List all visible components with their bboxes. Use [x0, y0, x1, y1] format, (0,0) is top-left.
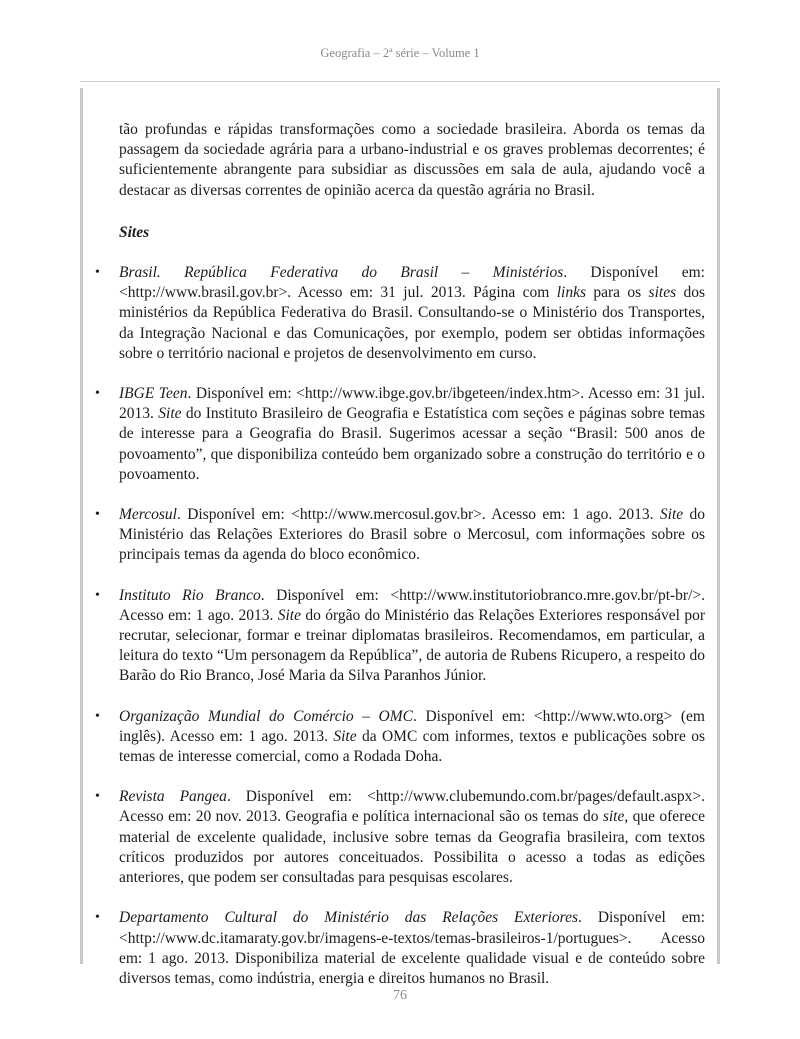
bullet-icon: •	[95, 789, 100, 805]
site-description: . Disponível em: <http://www.clubemundo.com.br/pages/default.aspx>. Acesso em: 20 nov. 2013. Geografia e política internacional são os temas do site, que oferece material de excelente qualidade, inclusive sobre temas da Geografia brasileira, com textos críticos produzidos por autores conceituados. Possibilita o acesso a todas as edições anteriores, que podem ser consultadas para pesquisas escolares.	[119, 788, 705, 887]
site-entry-text	[119, 908, 705, 989]
site-list-item	[95, 263, 706, 364]
section-heading-sites: Sites	[119, 223, 150, 241]
main-content	[95, 120, 706, 1009]
bullet-icon: •	[95, 708, 100, 724]
site-title: Instituto Rio Branco	[119, 586, 261, 604]
site-description: . Disponível em: <http://www.institutoriobranco.mre.gov.br/pt-br/>. Acesso em: 1 ago. 2013. Site do órgão do Ministério das Relações Exteriores responsável por recrutar, selecionar, formar e treinar diplomatas brasileiros. Recomendamos, em particular, a leitura do texto “Um personagem da República”, de autoria de Rubens Ricupero, a respeito do Barão do Rio Branco, José Maria da Silva Paranhos Júnior.	[119, 586, 706, 685]
site-list-item	[95, 384, 706, 485]
page-number: 76	[393, 988, 407, 1003]
site-entry-text	[119, 384, 705, 485]
site-list-item	[95, 707, 705, 768]
site-list-item	[95, 505, 705, 566]
site-title: IBGE Teen	[119, 385, 188, 403]
site-entry-text	[119, 505, 705, 566]
site-description: . Disponível em: <http://www.dc.itamaraty.gov.br/imagens-e-textos/temas-brasileiros-1/portugues>. Acesso em: 1 ago. 2013. Disponibiliza material de excelente qualidade visual e de conteúdo sobre diversos temas, como indústria, energia e direitos humanos no Brasil.	[119, 909, 705, 987]
sites-list	[95, 263, 706, 989]
site-title: Mercosul	[119, 506, 177, 524]
bullet-icon: •	[95, 386, 100, 402]
bullet-icon: •	[95, 507, 100, 523]
site-description: . Disponível em: <http://www.ibge.gov.br/ibgeteen/index.htm>. Acesso em: 31 jul. 2013. Site do Instituto Brasileiro de Geografia e Estatística com seções e páginas sobre temas de interesse para a Geografia do Brasil. Sugerimos acessar a seção “Brasil: 500 anos de povoamento”, que disponibiliza conteúdo bem organizado sobre a construção do território e o povoamento.	[119, 385, 706, 483]
header-rule	[80, 81, 720, 82]
right-frame-rule	[717, 88, 720, 964]
site-title: Revista Pangea	[119, 788, 227, 806]
site-description: . Disponível em: <http://www.wto.org> (em inglês). Acesso em: 1 ago. 2013. Site da OMC com informes, textos e publicações sobre os temas de interesse comercial, como a Rodada Doha.	[119, 707, 705, 766]
site-title: Departamento Cultural do Ministério das Relações Exteriores	[119, 909, 579, 927]
bullet-icon: •	[95, 910, 100, 926]
site-entry-text	[119, 707, 705, 768]
site-description: . Disponível em: <http://www.brasil.gov.br>. Acesso em: 31 jul. 2013. Página com links para os sites dos ministérios da República Federativa do Brasil. Consultando-se o Ministério dos Transportes, da Integração Nacional e das Comunicações, por exemplo, podem ser obtidas informações sobre o território nacional e projetos de desenvolvimento em curso.	[119, 264, 706, 362]
site-entry-text	[119, 263, 705, 364]
site-title: Brasil. República Federativa do Brasil – Ministérios	[119, 264, 564, 282]
bullet-icon: •	[95, 587, 100, 603]
site-entry-text	[119, 586, 705, 687]
left-frame-rule	[80, 88, 83, 964]
site-entry-text	[119, 787, 705, 888]
running-header: Geografia – 2ª série – Volume 1	[320, 46, 480, 60]
site-list-item	[95, 586, 706, 687]
bullet-icon: •	[95, 265, 100, 281]
intro-paragraph: tão profundas e rápidas transformações como a sociedade brasileira. Aborda os temas da passagem da sociedade agrária para a urbano-industrial e os graves problemas decorrentes; é suficientemente abrangente para subsidiar as discussões em sala de aula, ajudando você a destacar as diversas correntes de opinião acerca da questão agrária no Brasil.	[119, 121, 705, 199]
site-list-item	[95, 787, 705, 888]
site-list-item	[95, 908, 705, 989]
site-description: . Disponível em: <http://www.mercosul.gov.br>. Acesso em: 1 ago. 2013. Site do Ministério das Relações Exteriores do Brasil sobre o Mercosul, com informações sobre os principais temas da agenda do bloco econômico.	[119, 506, 705, 564]
site-title: Organização Mundial do Comércio – OMC	[119, 707, 413, 725]
